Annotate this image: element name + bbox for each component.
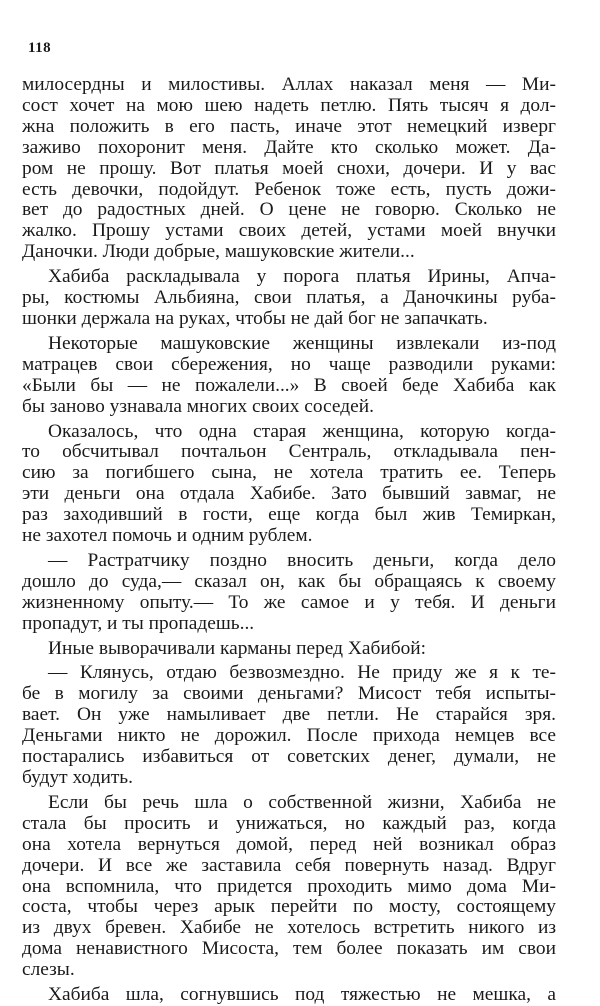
text-line: — Растратчику поздно вносить деньги, когда дело	[48, 550, 556, 571]
text-line: Хабиба шла, согнувшись под тяжестью не мешка, а	[48, 985, 556, 1006]
text-line: пропадут, и ты пропадешь...	[22, 613, 255, 634]
text-line: жизненному опыту.— То же самое и у тебя. И деньги	[22, 592, 556, 613]
text-line: из двух бревен. Хабибе не хотелось встретить никого из	[22, 918, 556, 939]
text-line: жна положить в его пасть, иначе этот немецкий изверг	[22, 116, 556, 137]
text-line: будут ходить.	[22, 768, 133, 788]
text-line: есть девочки, подойдут. Ребенок тоже есть, пусть дожи-	[22, 179, 556, 200]
text-line: бы заново узнавала многих своих соседей.	[22, 396, 374, 417]
text-line: стала бы просить и унижаться, но каждый раз, когда	[22, 813, 556, 834]
text-line: эти деньги она отдала Хабибе. Зато бывший завмаг, не	[22, 484, 556, 505]
text-line: ры, костюмы Альбияна, свои платья, а Даночкины руба-	[22, 288, 556, 309]
text-line: — Клянусь, отдаю безвозмездно. Не приду же я к те-	[48, 663, 556, 684]
text-line: Оказалось, что одна старая женщина, которую когда-	[48, 421, 556, 442]
text-line: то обсчитывал почтальон Сентраль, откладывала пен-	[22, 442, 556, 463]
text-line: дома ненавистного Мисоста, тем более показать им свои	[22, 939, 556, 960]
text-line: вает. Он уже намыливает две петли. Не старайся зря.	[22, 705, 556, 726]
text-line: бе в могилу за своими деньгами? Мисост тебя испыты-	[22, 684, 556, 705]
text-line: постарались избавиться от советских денег, думали, не	[22, 747, 556, 768]
text-line: она вспомнила, что придется проходить мимо дома Ми-	[22, 876, 556, 897]
text-line: Если бы речь шла о собственной жизни, Хабиба не	[48, 792, 556, 813]
text-line: Иные выворачивали карманы перед Хабибой:	[48, 638, 427, 659]
text-line: сост хочет на мою шею надеть петлю. Пять тысяч я дол-	[22, 95, 556, 116]
text-line: Даночки. Люди добрые, машуковские жители...	[22, 242, 415, 263]
text-line: Хабиба раскладывала у порога платья Ирины, Апча-	[48, 267, 556, 288]
text-line: сию за погибшего сына, не хотела тратить ее. Теперь	[22, 463, 556, 484]
text-line: матрацев свои сбережения, но чаще разводили руками:	[22, 354, 556, 375]
page-text	[22, 75, 556, 1006]
text-line: Деньгами никто не дорожил. После прихода немцев все	[22, 726, 556, 747]
text-line: вет до радостных дней. О цене не говорю. Сколько не	[22, 200, 556, 221]
text-line: соста, чтобы через арык перейти по мосту, состоящему	[22, 897, 556, 918]
text-line: жалко. Прошу устами своих детей, устами моей внучки	[22, 221, 556, 242]
text-line: ром не прошу. Вот платья моей снохи, дочери. И у вас	[22, 158, 556, 179]
text-line: шонки держала на руках, чтобы не дай бог не запачкать.	[22, 308, 488, 329]
text-line: не захотел помочь и одним рублем.	[22, 526, 313, 547]
text-line: Некоторые машуковские женщины извлекали из-под	[48, 333, 556, 354]
text-line: заживо похоронит меня. Дайте кто сколько может. Да-	[22, 137, 556, 158]
text-line: дошло до суда,— сказал он, как бы обращаясь к своему	[22, 571, 556, 592]
page-number: 118	[28, 40, 52, 56]
text-line: слезы.	[22, 960, 75, 981]
text-line: она хотела вернуться домой, перед ней возникал образ	[22, 834, 556, 855]
text-line: милосердны и милостивы. Аллах наказал меня — Ми-	[22, 75, 556, 95]
text-line: «Были бы — не пожалели...» В своей беде Хабиба как	[22, 375, 556, 396]
text-line: дочери. И все же заставила себя повернуть назад. Вдруг	[22, 855, 556, 876]
text-line: раз заходивший в гости, еще когда был жив Темиркан,	[22, 505, 556, 526]
